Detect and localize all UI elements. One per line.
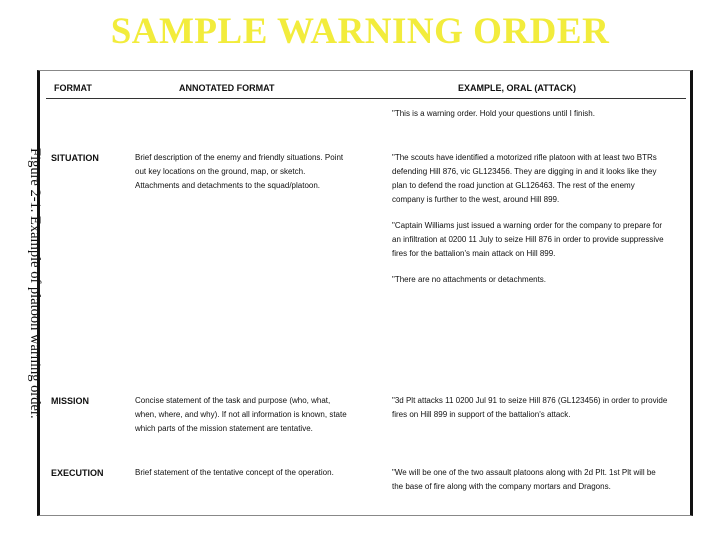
row-example-mission [392,394,668,422]
intro-example: "This is a warning order. Hold your questions until I finish. [392,109,595,118]
row-label-mission: MISSION [51,396,90,406]
header-annotated-format: ANNOTATED FORMAT [179,83,275,93]
example-paragraph: "We will be one of the two assault platoons along with 2d Plt. 1st Plt will be the base of fire along with the company mortars and Dragons. [392,468,656,491]
row-description-situation: Brief description of the enemy and friendly situations. Point out key locations on the ground, map, or sketch. Attachments and detachments to the squad/platoon. [135,153,344,190]
example-paragraph: "3d Plt attacks 11 0200 Jul 91 to seize Hill 876 (GL123456) in order to provide fires on Hill 899 in support of the battalion's attack. [392,396,668,419]
header-format: FORMAT [54,83,92,93]
slide-title: SAMPLE WARNING ORDER [110,11,610,52]
header-rule [46,98,686,99]
header-example: EXAMPLE, ORAL (ATTACK) [458,83,576,93]
row-example-execution [392,466,668,494]
example-paragraph: "Captain Williams just issued a warning order for the company to prepare for an infiltration at 0200 11 July to seize Hill 876 in order to provide suppressive fires for the battalion's main attack on Hill 899. [392,221,664,258]
example-paragraph: "There are no attachments or detachments. [392,275,547,284]
row-label-situation: SITUATION [51,153,99,163]
example-paragraph: "The scouts have identified a motorized rifle platoon with at least two BTRs defending Hill 876, vic GL123456. They are digging in and it looks like they plan to defend the road junction at GL126463. The rest of the enemy company is further to the west, around Hill 899. [392,153,657,204]
row-description-mission: Concise statement of the task and purpose (who, what, when, where, and why). If not all information is known, state which parts of the mission statement are tentative. [135,396,347,433]
warning-order-table [37,70,693,516]
row-example-situation [392,151,668,287]
row-label-execution: EXECUTION [51,468,104,478]
row-description-execution: Brief statement of the tentative concept of the operation. [135,468,334,477]
figure-caption: Figure 2-1. Example of platoon warning order. [27,148,43,419]
